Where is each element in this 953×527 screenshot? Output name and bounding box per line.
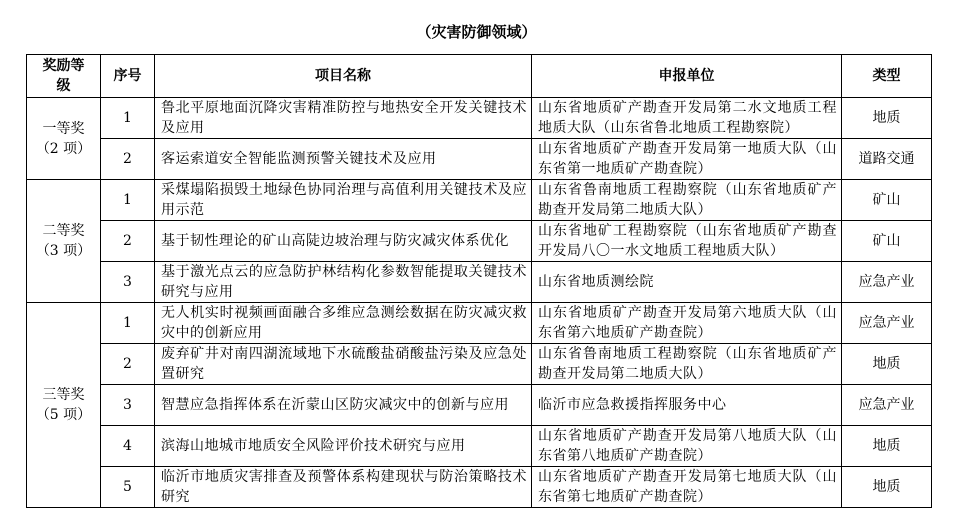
project-name: 鲁北平原地面沉降灾害精准防控与地热安全开发关键技术及应用 <box>155 98 532 139</box>
project-name: 无人机实时视频画面融合多维应急测绘数据在防灾减灾救灾中的创新应用 <box>155 303 532 344</box>
project-name: 基于韧性理论的矿山高陡边坡治理与防灾减灾体系优化 <box>155 221 532 262</box>
applicant-unit: 山东省地质测绘院 <box>532 262 842 303</box>
project-name: 智慧应急指挥体系在沂蒙山区防灾减灾中的创新与应用 <box>155 385 532 426</box>
project-type: 地质 <box>842 426 932 467</box>
project-name: 滨海山地城市地质安全风险评价技术研究与应用 <box>155 426 532 467</box>
award-count: （5 项） <box>35 407 92 423</box>
table-row <box>27 344 932 385</box>
award-count: （3 项） <box>35 243 92 259</box>
header-no: 序号 <box>101 55 155 98</box>
row-number: 2 <box>101 139 155 180</box>
table-caption: （灾害防御领域） <box>416 23 537 41</box>
applicant-unit: 山东省地质矿产勘查开发局第二水文地质工程地质大队（山东省鲁北地质工程勘察院） <box>532 98 842 139</box>
applicant-unit: 山东省地质矿产勘查开发局第七地质大队（山东省第七地质矿产勘查院） <box>532 467 842 508</box>
award-level: 一等奖 <box>42 120 85 137</box>
award-level: 三等奖 <box>42 387 85 403</box>
award-level-cell <box>27 303 101 508</box>
row-number: 3 <box>101 385 155 426</box>
row-number: 5 <box>101 467 155 508</box>
project-type: 地质 <box>842 98 932 139</box>
table-row <box>27 385 932 426</box>
project-type: 道路交通 <box>842 139 932 180</box>
award-level-cell <box>27 180 101 303</box>
row-number: 1 <box>101 303 155 344</box>
project-type: 应急产业 <box>842 385 932 426</box>
project-type: 矿山 <box>842 221 932 262</box>
row-number: 1 <box>101 180 155 221</box>
award-level: 二等奖 <box>42 223 85 239</box>
table-row <box>27 180 932 221</box>
table-row <box>27 426 932 467</box>
awards-table <box>26 54 932 508</box>
table-row <box>27 262 932 303</box>
award-count: （2 项） <box>35 140 92 157</box>
row-number: 2 <box>101 221 155 262</box>
header-unit: 申报单位 <box>532 55 842 98</box>
project-name: 临沂市地质灾害排查及预警体系构建现状与防治策略技术研究 <box>155 467 532 508</box>
applicant-unit: 山东省鲁南地质工程勘察院（山东省地质矿产勘查开发局第二地质大队） <box>532 180 842 221</box>
project-name: 采煤塌陷损毁土地绿色协同治理与高值利用关键技术及应用示范 <box>155 180 532 221</box>
table-row <box>27 221 932 262</box>
table-row <box>27 98 932 139</box>
header-type: 类型 <box>842 55 932 98</box>
header-row <box>27 55 932 98</box>
project-name: 废弃矿井对南四湖流域地下水硫酸盐硝酸盐污染及应急处置研究 <box>155 344 532 385</box>
applicant-unit: 山东省地质矿产勘查开发局第一地质大队（山东省第一地质矿产勘查院） <box>532 139 842 180</box>
project-name: 基于激光点云的应急防护林结构化参数智能提取关键技术研究与应用 <box>155 262 532 303</box>
table-row <box>27 303 932 344</box>
project-type: 矿山 <box>842 180 932 221</box>
project-type: 地质 <box>842 467 932 508</box>
applicant-unit: 山东省地矿工程勘察院（山东省地质矿产勘查开发局八〇一水文地质工程地质大队） <box>532 221 842 262</box>
project-name: 客运索道安全智能监测预警关键技术及应用 <box>155 139 532 180</box>
row-number: 2 <box>101 344 155 385</box>
project-type: 应急产业 <box>842 303 932 344</box>
row-number: 3 <box>101 262 155 303</box>
award-level-cell <box>27 98 101 180</box>
applicant-unit: 山东省地质矿产勘查开发局第六地质大队（山东省第六地质矿产勘查院） <box>532 303 842 344</box>
project-type: 地质 <box>842 344 932 385</box>
row-number: 4 <box>101 426 155 467</box>
applicant-unit: 临沂市应急救援指挥服务中心 <box>532 385 842 426</box>
table-row <box>27 467 932 508</box>
header-name: 项目名称 <box>155 55 532 98</box>
project-type: 应急产业 <box>842 262 932 303</box>
row-number: 1 <box>101 98 155 139</box>
table-row <box>27 139 932 180</box>
applicant-unit: 山东省地质矿产勘查开发局第八地质大队（山东省第八地质矿产勘查院） <box>532 426 842 467</box>
header-level: 奖励等级 <box>27 55 101 98</box>
applicant-unit: 山东省鲁南地质工程勘察院（山东省地质矿产勘查开发局第二地质大队） <box>532 344 842 385</box>
